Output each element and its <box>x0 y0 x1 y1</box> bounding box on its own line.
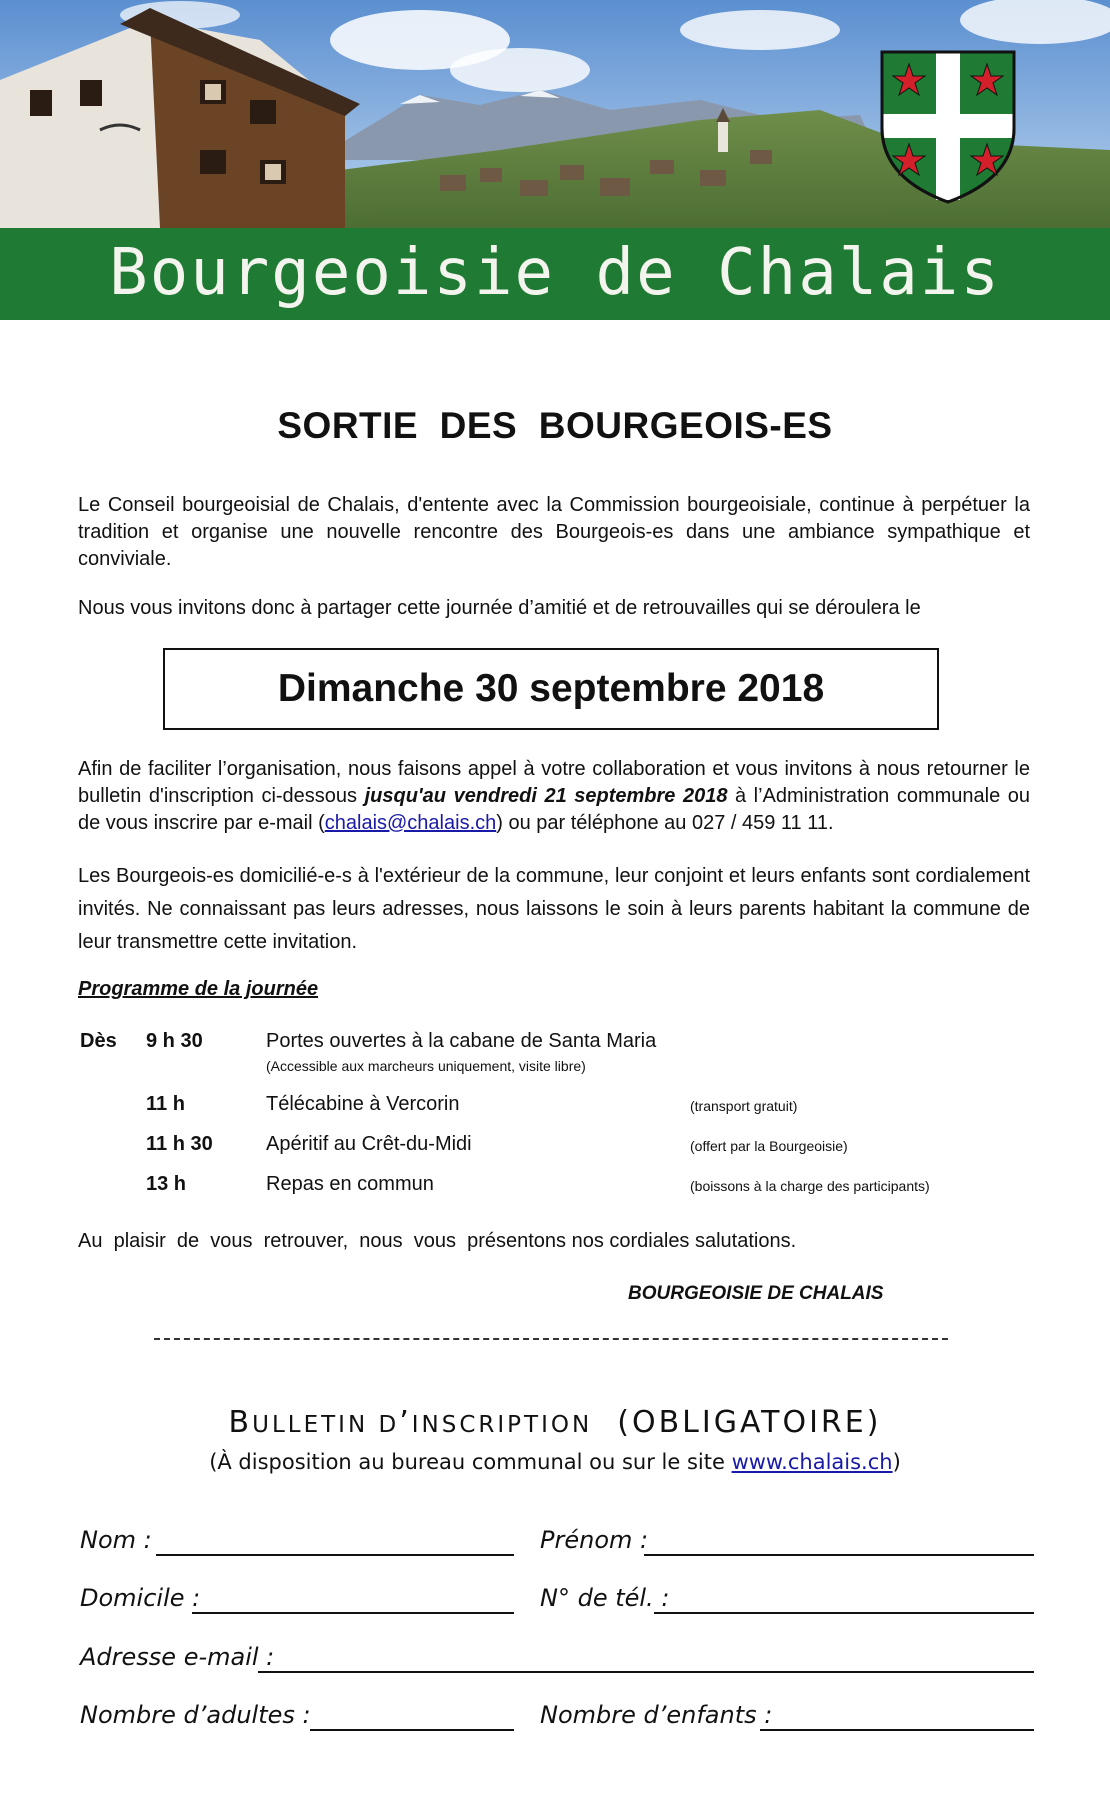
prenom-label: Prénom : <box>540 1526 649 1554</box>
event-heading: SORTIE DES BOURGEOIS-ES <box>277 405 833 446</box>
programme-time: 11 h <box>146 1093 185 1115</box>
bulletin-title-part: INSCRIPTION <box>411 1412 593 1438</box>
intro-paragraph: Le Conseil bourgeoisial de Chalais, d'entente avec la Commission bourgeoisiale, continue à perpétuer la tradition et organise une nouvelle rencontre des Bourgeois-es dans une ambiance sympathique et conviviale. <box>78 494 1030 570</box>
closing-paragraph: Au plaisir de vous retrouver, nous vous présentons nos cordiales salutations. <box>78 1230 797 1252</box>
programme-note: (boissons à la charge des participants) <box>690 1178 930 1194</box>
programme-time: 11 h 30 <box>146 1133 213 1155</box>
enfants-field[interactable] <box>760 1729 1034 1731</box>
cut-line-divider <box>154 1338 948 1340</box>
domicile-field[interactable] <box>192 1612 514 1614</box>
programme-subnote: (Accessible aux marcheurs uniquement, visite libre) <box>266 1058 586 1074</box>
registration-text-2: à l’Administration communale ou de vous inscrire par e-mail ( <box>78 785 1030 834</box>
tel-label: N° de tél. : <box>540 1584 670 1612</box>
enfants-label: Nombre d’enfants : <box>540 1701 773 1729</box>
registration-text-3: ) ou par téléphone au 027 / 459 11 11. <box>496 812 834 834</box>
chalais-coat-of-arms-icon <box>878 48 1018 206</box>
programme-activity: Repas en commun <box>266 1173 434 1195</box>
programme-title: Programme de la journée <box>78 978 319 1000</box>
invite-paragraph: Nous vous invitons donc à partager cette journée d’amitié et de retrouvailles qui se déroulera le <box>78 597 921 619</box>
programme-time: 9 h 30 <box>146 1030 203 1052</box>
signature: BOURGEOISIE DE CHALAIS <box>628 1283 884 1304</box>
event-date: Dimanche 30 septembre 2018 <box>277 667 825 710</box>
email-field[interactable] <box>258 1671 1034 1673</box>
bulletin-title <box>0 1405 1110 1440</box>
nom-label: Nom : <box>80 1526 152 1554</box>
registration-text-1: Afin de faciliter l’organisation, nous faisons appel à votre collaboration et vous invitons à nous retourner le bulletin d'inscription ci-dessous <box>78 758 1030 807</box>
bulletin-title-mandatory: (OBLIGATOIRE) <box>617 1405 882 1440</box>
programme-prefix: Dès <box>80 1030 117 1052</box>
programme-note: (transport gratuit) <box>690 1098 798 1114</box>
event-date-box <box>163 648 939 730</box>
bulletin-title-apostrophe: ’ <box>399 1405 412 1440</box>
programme-activity: Portes ouvertes à la cabane de Santa Maria <box>266 1030 657 1052</box>
email-link[interactable]: chalais@chalais.ch <box>324 812 497 834</box>
bulletin-subtitle-text: (À disposition au bureau communal ou sur le site <box>209 1450 732 1474</box>
programme-note: (offert par la Bourgeoisie) <box>690 1138 848 1154</box>
nom-field[interactable] <box>156 1554 514 1556</box>
bulletin-subtitle <box>0 1450 1110 1474</box>
domicile-label: Domicile : <box>80 1584 201 1612</box>
tel-field[interactable] <box>654 1612 1034 1614</box>
programme-activity: Télécabine à Vercorin <box>266 1093 460 1115</box>
prenom-field[interactable] <box>644 1554 1034 1556</box>
bulletin-title-part: ULLETIN D <box>252 1412 400 1438</box>
bulletin-title-initial: B <box>228 1405 253 1440</box>
website-link[interactable]: www.chalais.ch <box>731 1450 893 1474</box>
adultes-field[interactable] <box>310 1729 514 1731</box>
registration-paragraph <box>78 756 1030 837</box>
adultes-label: Nombre d’adultes : <box>80 1701 311 1729</box>
email-label: Adresse e-mail : <box>80 1643 275 1671</box>
programme-time: 13 h <box>146 1173 187 1195</box>
page-title: Bourgeoisie de Chalais <box>109 236 1001 310</box>
bulletin-subtitle-end: ) <box>892 1450 901 1474</box>
programme-activity: Apéritif au Crêt-du-Midi <box>266 1133 472 1155</box>
outside-residents-paragraph: Les Bourgeois-es domicilié-e-s à l'extérieur de la commune, leur conjoint et leurs enfants sont cordialement invités. Ne connaissant pas leurs adresses, nous laissons le soin à leurs parents habitant la commune de leur transmettre cette invitation. <box>78 865 1030 953</box>
registration-deadline: jusqu'au vendredi 21 septembre 2018 <box>364 785 728 807</box>
